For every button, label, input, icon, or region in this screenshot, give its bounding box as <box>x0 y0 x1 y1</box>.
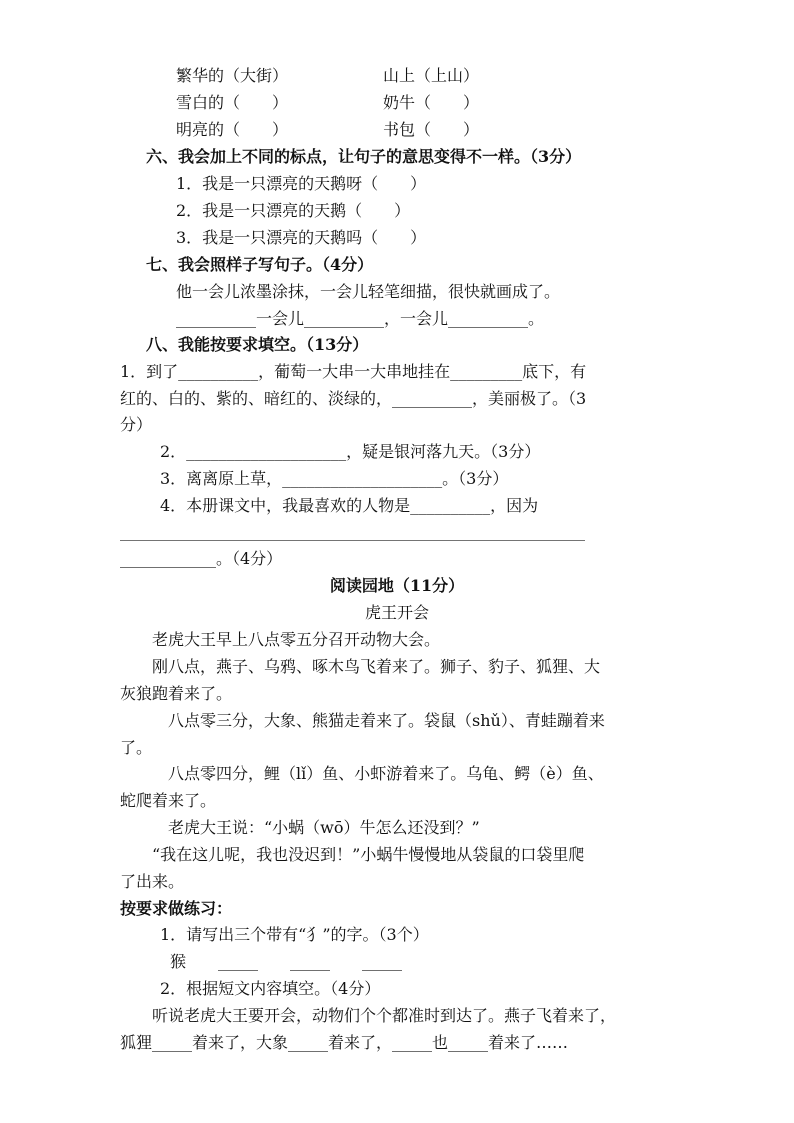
section8-q3: 3．离离原上草，____________________。（3分） <box>160 469 509 488</box>
story-para-5: 老虎大王说：“小蜗（wō）牛怎么还没到？” <box>120 818 480 837</box>
pair-right-2: 奶牛（ ） <box>383 93 480 112</box>
section8-heading: 八、我能按要求填空。（13分） <box>146 335 369 354</box>
section8-q1-line1: 1．到了__________，葡萄一大串一大串地挂在_________底下，有 <box>120 362 587 381</box>
story-para-3-line-1: 八点零三分，大象、熊猫走着来了。袋鼠（shǔ）、青蛙蹦着来 <box>120 711 605 730</box>
story-title: 虎王开会 <box>364 603 429 622</box>
story-para-2-line-2: 灰狼跑着来了。 <box>120 684 233 703</box>
story-para-3-line-2: 了。 <box>120 738 153 757</box>
exercise-q2-line2: 狐狸_____着来了，大象_____着来了，_____也_____着来了…… <box>120 1033 569 1052</box>
section6-heading: 六、我会加上不同的标点，让句子的意思变得不一样。（3分） <box>146 147 582 166</box>
section8-q1-line3: 分） <box>120 415 153 434</box>
section8-q4-line1: 4．本册课文中，我最喜欢的人物是__________，因为 <box>160 496 539 515</box>
story-para-2-line-1: 刚八点，燕子、乌鸦、啄木鸟飞着来了。狮子、豹子、狐狸、大 <box>120 657 601 676</box>
pair-left-1: 繁华的（大街） <box>176 66 289 85</box>
section8-q2: 2．____________________，疑是银河落九天。（3分） <box>160 442 541 461</box>
reading-heading: 阅读园地（11分） <box>329 576 465 595</box>
section8-q4-line3: ____________。（4分） <box>120 549 283 568</box>
section7-heading: 七、我会照样子写句子。（4分） <box>146 255 374 274</box>
section8-q1-line2: 红的、白的、紫的、暗红的、淡绿的，__________，美丽极了。（3 <box>120 389 587 408</box>
pair-right-3: 书包（ ） <box>383 120 480 139</box>
story-para-6-line-1: “我在这儿呢，我也没迟到！”小蜗牛慢慢地从袋鼠的口袋里爬 <box>120 845 585 864</box>
section6-item-2: 2．我是一只漂亮的天鹅（ ） <box>176 201 411 220</box>
story-para-6-line-2: 了出来。 <box>120 872 185 891</box>
exercise-q2: 2．根据短文内容填空。（4分） <box>160 979 381 998</box>
pair-left-3: 明亮的（ ） <box>176 120 289 139</box>
story-para-1: 老虎大王早上八点零五分召开动物大会。 <box>120 630 441 649</box>
section6-item-3: 3．我是一只漂亮的天鹅吗（ ） <box>176 228 427 247</box>
exercises-heading: 按要求做练习： <box>120 899 233 918</box>
section7-example: 他一会儿浓墨涂抹，一会儿轻笔细描，很快就画成了。 <box>176 282 561 301</box>
pair-left-2: 雪白的（ ） <box>176 93 289 112</box>
exercise-q1: 1．请写出三个带有“犭”的字。（3个） <box>160 925 429 944</box>
exercise-q2-line1: 听说老虎大王要开会，动物们个个都准时到达了。燕子飞着来了， <box>120 1006 617 1025</box>
section8-q4-line2: ______________________________________________________________ <box>120 523 585 541</box>
story-para-4-line-2: 蛇爬着来了。 <box>120 791 217 810</box>
section6-item-1: 1．我是一只漂亮的天鹅呀（ ） <box>176 174 427 193</box>
pair-right-1: 山上（上山） <box>383 66 480 85</box>
story-para-4-line-1: 八点零四分，鲤（lǐ）鱼、小虾游着来了。乌龟、鳄（è）鱼、 <box>120 764 604 783</box>
exercise-q1-example: 猴 _____ _____ _____ <box>170 952 403 971</box>
section7-template: __________一会儿__________，一会儿__________。 <box>176 309 545 328</box>
